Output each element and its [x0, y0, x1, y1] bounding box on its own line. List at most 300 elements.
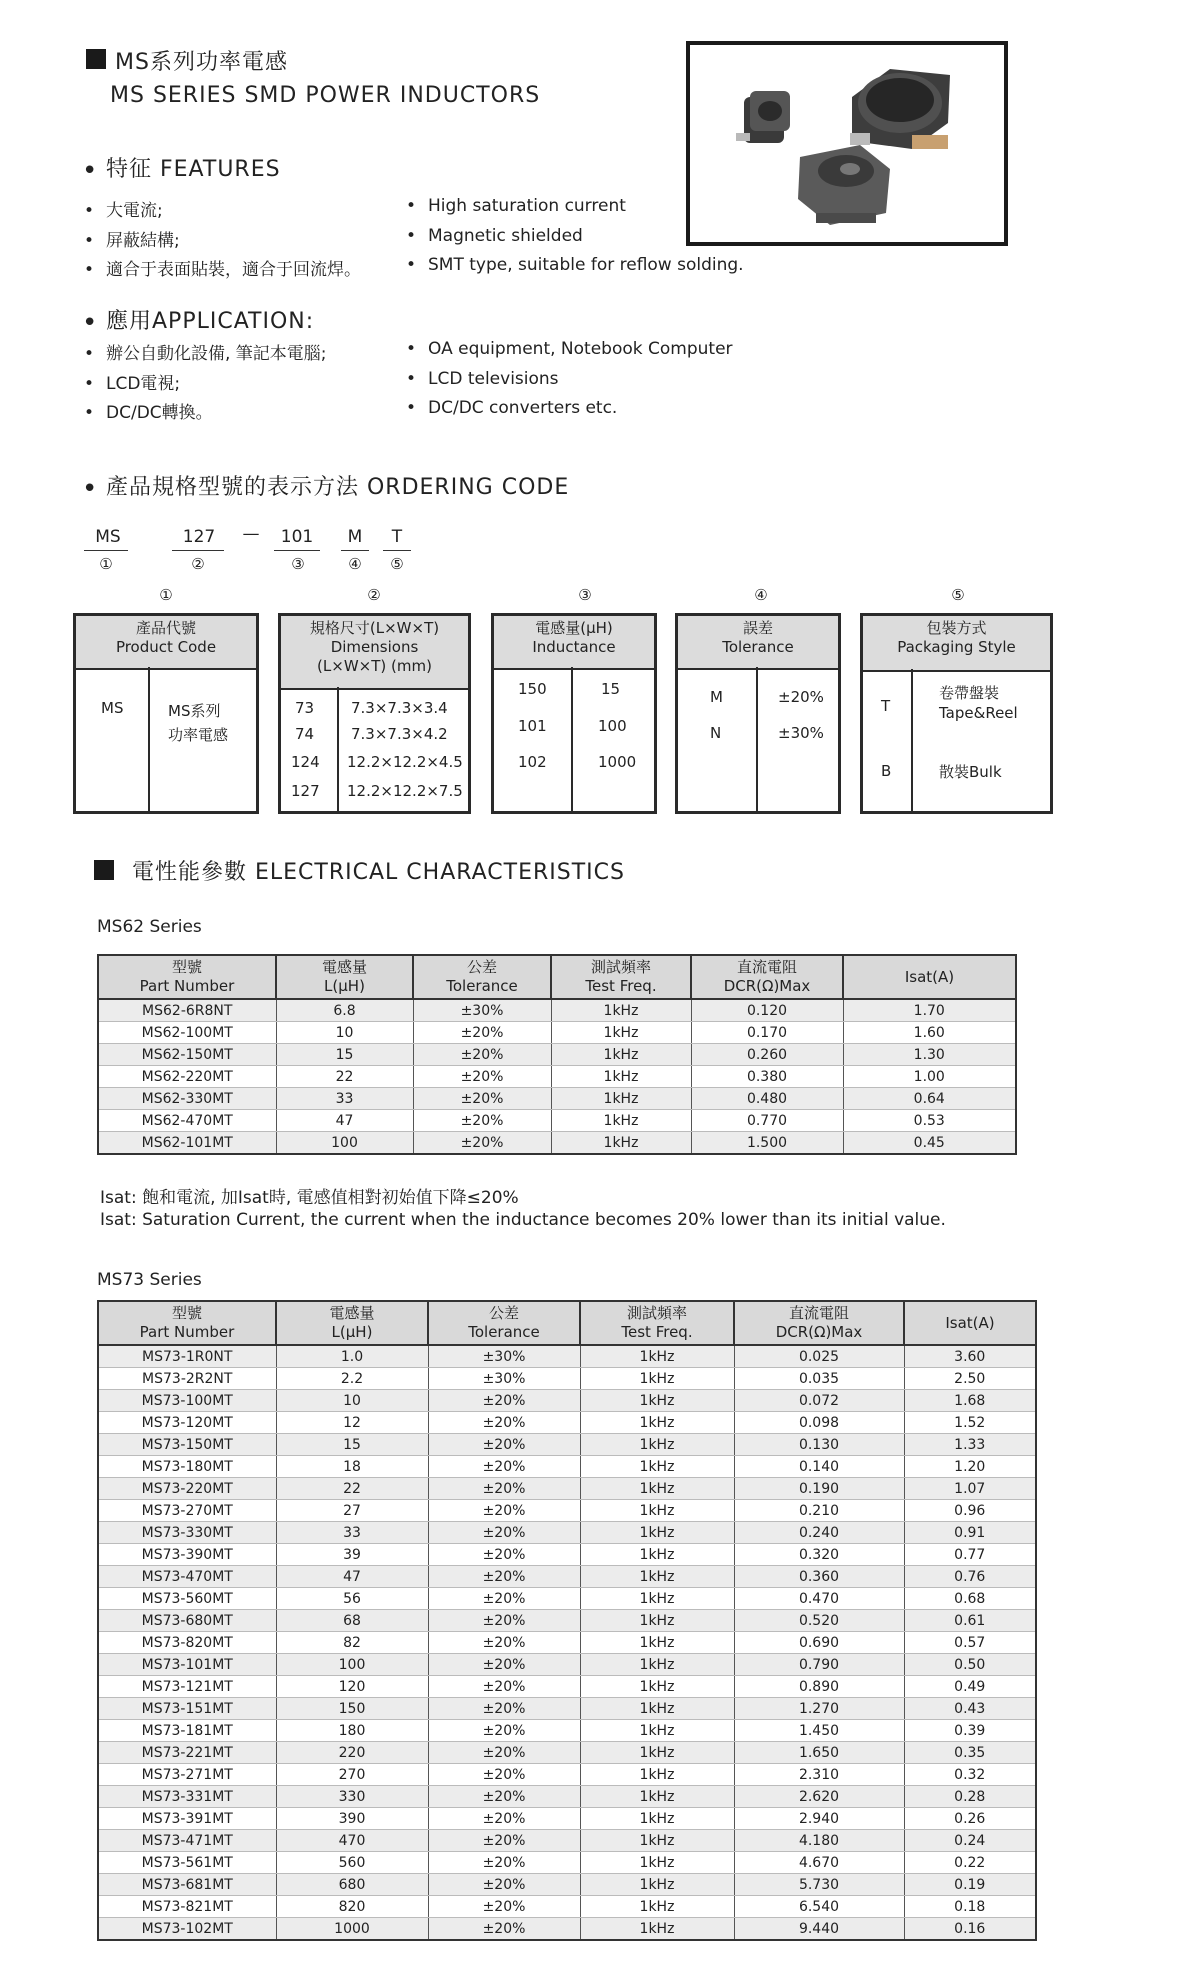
- cell-part-number: MS62-100MT: [98, 1022, 276, 1044]
- application-en-3: • DC/DC converters etc.: [406, 398, 618, 418]
- cell-isat: 1.00: [843, 1066, 1016, 1088]
- cell-isat: 0.64: [843, 1088, 1016, 1110]
- table-row: [98, 1066, 1016, 1088]
- cell-isat: 1.30: [843, 1044, 1016, 1066]
- cell-dcr: 0.210: [734, 1500, 904, 1522]
- ms73-series-label: MS73 Series: [97, 1270, 202, 1290]
- cell-inductance: 22: [276, 1478, 428, 1500]
- cell-part-number: MS62-470MT: [98, 1110, 276, 1132]
- cell-inductance: 39: [276, 1544, 428, 1566]
- application-cn-2: • LCD電視;: [84, 374, 181, 394]
- dimensions-header: 規格尺寸(L×W×T) Dimensions (L×W×T) (mm): [281, 616, 468, 690]
- cell-dcr: 5.730: [734, 1874, 904, 1896]
- cell-tolerance: ±20%: [413, 1088, 551, 1110]
- cell-part-number: MS62-101MT: [98, 1132, 276, 1155]
- table-row: [98, 1522, 1036, 1544]
- cell-test-freq: 1kHz: [580, 1654, 734, 1676]
- application-title: [82, 304, 315, 338]
- cell-test-freq: 1kHz: [580, 1676, 734, 1698]
- cell-isat: 3.60: [904, 1345, 1036, 1368]
- cell-dcr: 0.140: [734, 1456, 904, 1478]
- code-underline: [84, 550, 128, 551]
- cell-dcr: 0.790: [734, 1654, 904, 1676]
- cell-part-number: MS73-330MT: [98, 1522, 276, 1544]
- cell-dcr: 0.098: [734, 1412, 904, 1434]
- dim-value: 7.3×7.3×3.4: [351, 699, 448, 717]
- product-photo: [686, 41, 1008, 246]
- cell-dcr: 1.500: [691, 1132, 843, 1155]
- col-test-freq: 測試頻率 Test Freq.: [580, 1301, 734, 1345]
- table-row: [98, 1786, 1036, 1808]
- cell-tolerance: ±20%: [428, 1720, 580, 1742]
- feature-cn-2: • 屏蔽結構;: [84, 231, 180, 251]
- box-num-2: ②: [367, 586, 381, 604]
- cell-tolerance: ±20%: [428, 1676, 580, 1698]
- cell-dcr: 0.025: [734, 1345, 904, 1368]
- dim-value: 12.2×12.2×7.5: [347, 782, 463, 800]
- cell-part-number: MS73-1R0NT: [98, 1345, 276, 1368]
- application-title-text: 應用APPLICATION:: [106, 309, 315, 334]
- cell-test-freq: 1kHz: [551, 1110, 691, 1132]
- cell-inductance: 220: [276, 1742, 428, 1764]
- code-num-2: ②: [191, 555, 205, 573]
- small-inductor: [736, 91, 790, 143]
- inductance-box: [491, 613, 657, 814]
- product-code-desc-2: 功率電感: [168, 726, 229, 744]
- cell-isat: 0.61: [904, 1610, 1036, 1632]
- cell-tolerance: ±20%: [428, 1808, 580, 1830]
- box-num-1: ①: [159, 586, 173, 604]
- cell-part-number: MS73-391MT: [98, 1808, 276, 1830]
- table-row: [98, 1676, 1036, 1698]
- cell-test-freq: 1kHz: [580, 1345, 734, 1368]
- cell-isat: 0.28: [904, 1786, 1036, 1808]
- cell-test-freq: 1kHz: [580, 1368, 734, 1390]
- cell-dcr: 1.450: [734, 1720, 904, 1742]
- ordering-title: [82, 470, 570, 504]
- table-row: [98, 1390, 1036, 1412]
- col-tolerance: 公差 Tolerance: [428, 1301, 580, 1345]
- cell-part-number: MS73-180MT: [98, 1456, 276, 1478]
- cell-dcr: 0.520: [734, 1610, 904, 1632]
- col-part-number: 型號 Part Number: [98, 1301, 276, 1345]
- cell-test-freq: 1kHz: [580, 1500, 734, 1522]
- cell-tolerance: ±30%: [428, 1368, 580, 1390]
- cell-isat: 1.07: [904, 1478, 1036, 1500]
- feature-cn-1: • 大電流;: [84, 201, 163, 221]
- cell-inductance: 15: [276, 1044, 413, 1066]
- cell-part-number: MS62-220MT: [98, 1066, 276, 1088]
- cell-inductance: 27: [276, 1500, 428, 1522]
- cell-isat: 0.32: [904, 1764, 1036, 1786]
- cell-isat: 0.96: [904, 1500, 1036, 1522]
- ind-code: 101: [518, 717, 547, 735]
- application-cn-1: • 辦公自動化設備, 筆記本電腦;: [84, 344, 327, 364]
- cell-test-freq: 1kHz: [551, 1022, 691, 1044]
- cell-part-number: MS73-471MT: [98, 1830, 276, 1852]
- ordering-title-text: 產品規格型號的表示方法 ORDERING CODE: [106, 475, 570, 500]
- cell-dcr: 0.470: [734, 1588, 904, 1610]
- cell-inductance: 82: [276, 1632, 428, 1654]
- application-en-2: • LCD televisions: [406, 369, 559, 389]
- cell-test-freq: 1kHz: [580, 1632, 734, 1654]
- features-title-text: 特征 FEATURES: [106, 157, 281, 182]
- ind-value: 1000: [598, 753, 637, 771]
- cell-dcr: 0.190: [734, 1478, 904, 1500]
- cell-inductance: 560: [276, 1852, 428, 1874]
- cell-isat: 0.49: [904, 1676, 1036, 1698]
- cell-dcr: 4.670: [734, 1852, 904, 1874]
- code-tolerance: M: [347, 527, 363, 547]
- cell-tolerance: ±20%: [428, 1566, 580, 1588]
- cell-inductance: 270: [276, 1764, 428, 1786]
- cell-part-number: MS73-2R2NT: [98, 1368, 276, 1390]
- cell-test-freq: 1kHz: [580, 1456, 734, 1478]
- cell-isat: 0.53: [843, 1110, 1016, 1132]
- cell-tolerance: ±20%: [428, 1918, 580, 1941]
- col-tolerance: 公差 Tolerance: [413, 955, 551, 999]
- cell-inductance: 68: [276, 1610, 428, 1632]
- ms62-table: [97, 954, 1017, 1155]
- dim-code: 124: [291, 753, 320, 771]
- cell-inductance: 47: [276, 1110, 413, 1132]
- cell-test-freq: 1kHz: [580, 1852, 734, 1874]
- features-title: [82, 152, 281, 186]
- cell-tolerance: ±20%: [413, 1110, 551, 1132]
- cell-tolerance: ±20%: [428, 1654, 580, 1676]
- cell-part-number: MS62-150MT: [98, 1044, 276, 1066]
- cell-test-freq: 1kHz: [580, 1478, 734, 1500]
- cell-tolerance: ±20%: [428, 1852, 580, 1874]
- cell-test-freq: 1kHz: [551, 1088, 691, 1110]
- cell-tolerance: ±20%: [428, 1500, 580, 1522]
- col-dcr: 直流電阻 DCR(Ω)Max: [734, 1301, 904, 1345]
- cell-test-freq: 1kHz: [580, 1918, 734, 1941]
- cell-part-number: MS62-330MT: [98, 1088, 276, 1110]
- cell-isat: 0.77: [904, 1544, 1036, 1566]
- cell-inductance: 18: [276, 1456, 428, 1478]
- cell-inductance: 100: [276, 1654, 428, 1676]
- box-num-3: ③: [578, 586, 592, 604]
- ms73-table: [97, 1300, 1037, 1941]
- bottom-inductor: [798, 145, 890, 225]
- dimensions-box: [278, 613, 471, 814]
- cell-inductance: 10: [276, 1390, 428, 1412]
- tolerance-box: [675, 613, 841, 814]
- section-marker-icon: [86, 49, 106, 69]
- cell-isat: 1.68: [904, 1390, 1036, 1412]
- table-row: [98, 1808, 1036, 1830]
- cell-dcr: 0.170: [691, 1022, 843, 1044]
- pack-bulk: 散裝Bulk: [939, 763, 1002, 781]
- feature-cn-3: • 適合于表面貼裝，適合于回流焊。: [84, 260, 361, 280]
- cell-dcr: 0.260: [691, 1044, 843, 1066]
- cell-dcr: 1.650: [734, 1742, 904, 1764]
- electrical-title: 電性能參數 ELECTRICAL CHARACTERISTICS: [132, 860, 625, 885]
- ms62-series-label: MS62 Series: [97, 917, 202, 937]
- code-series: MS: [95, 527, 121, 547]
- cell-part-number: MS73-221MT: [98, 1742, 276, 1764]
- large-inductor: [850, 69, 950, 149]
- cell-isat: 0.18: [904, 1896, 1036, 1918]
- product-code-value: MS: [101, 699, 124, 717]
- dim-code: 74: [295, 725, 315, 743]
- table-row: [98, 1110, 1016, 1132]
- cell-test-freq: 1kHz: [580, 1742, 734, 1764]
- product-code-box: [73, 613, 259, 814]
- table-header-row: [98, 1301, 1036, 1345]
- table-row: [98, 1566, 1036, 1588]
- table-row: [98, 1632, 1036, 1654]
- tol-code: M: [710, 688, 723, 706]
- box-num-4: ④: [754, 586, 768, 604]
- cell-dcr: 0.072: [734, 1390, 904, 1412]
- cell-tolerance: ±20%: [413, 1132, 551, 1155]
- table-row: [98, 1918, 1036, 1941]
- code-size: 127: [182, 527, 216, 547]
- cell-test-freq: 1kHz: [580, 1434, 734, 1456]
- application-en-1: • OA equipment, Notebook Computer: [406, 339, 733, 359]
- cell-inductance: 2.2: [276, 1368, 428, 1390]
- cell-tolerance: ±20%: [428, 1478, 580, 1500]
- cell-inductance: 1000: [276, 1918, 428, 1941]
- table-row: [98, 1830, 1036, 1852]
- code-num-1: ①: [99, 555, 113, 573]
- table-row: [98, 1368, 1036, 1390]
- cell-inductance: 12: [276, 1412, 428, 1434]
- cell-inductance: 150: [276, 1698, 428, 1720]
- table-row: [98, 1610, 1036, 1632]
- feature-en-1: • High saturation current: [406, 196, 626, 216]
- pack-tape-en: Tape&Reel: [939, 704, 1018, 722]
- cell-test-freq: 1kHz: [580, 1896, 734, 1918]
- cell-dcr: 0.320: [734, 1544, 904, 1566]
- isat-note-en: Isat: Saturation Current, the current when the inductance becomes 20% lower than its initial value.: [100, 1210, 946, 1230]
- col-inductance: 電感量 L(μH): [276, 1301, 428, 1345]
- cell-tolerance: ±20%: [413, 1044, 551, 1066]
- bullet-icon: •: [82, 474, 99, 504]
- cell-test-freq: 1kHz: [580, 1390, 734, 1412]
- cell-test-freq: 1kHz: [580, 1588, 734, 1610]
- dim-code: 127: [291, 782, 320, 800]
- tolerance-header: 誤差 Tolerance: [678, 616, 838, 670]
- cell-test-freq: 1kHz: [551, 1044, 691, 1066]
- cell-isat: 0.57: [904, 1632, 1036, 1654]
- cell-inductance: 22: [276, 1066, 413, 1088]
- code-underline: [274, 550, 320, 551]
- cell-part-number: MS73-680MT: [98, 1610, 276, 1632]
- code-underline: [341, 550, 369, 551]
- table-row: [98, 1852, 1036, 1874]
- cell-tolerance: ±20%: [428, 1522, 580, 1544]
- product-code-header: 產品代號 Product Code: [76, 616, 256, 670]
- pack-code-b: B: [881, 762, 892, 780]
- cell-part-number: MS73-120MT: [98, 1412, 276, 1434]
- page-title-cn: MS系列功率電感: [115, 50, 288, 75]
- feature-en-2: • Magnetic shielded: [406, 226, 583, 246]
- table-row: [98, 1478, 1036, 1500]
- table-row: [98, 1698, 1036, 1720]
- table-header-row: [98, 955, 1016, 999]
- cell-test-freq: 1kHz: [580, 1610, 734, 1632]
- cell-part-number: MS73-150MT: [98, 1434, 276, 1456]
- table-row: [98, 1588, 1036, 1610]
- cell-part-number: MS73-681MT: [98, 1874, 276, 1896]
- cell-tolerance: ±20%: [428, 1412, 580, 1434]
- table-row: [98, 1720, 1036, 1742]
- cell-inductance: 820: [276, 1896, 428, 1918]
- cell-isat: 0.91: [904, 1522, 1036, 1544]
- cell-inductance: 1.0: [276, 1345, 428, 1368]
- cell-inductance: 47: [276, 1566, 428, 1588]
- product-code-desc-1: MS系列: [168, 702, 221, 720]
- cell-test-freq: 1kHz: [580, 1522, 734, 1544]
- cell-isat: 0.45: [843, 1132, 1016, 1155]
- cell-isat: 1.52: [904, 1412, 1036, 1434]
- cell-inductance: 390: [276, 1808, 428, 1830]
- cell-isat: 0.19: [904, 1874, 1036, 1896]
- cell-dcr: 0.240: [734, 1522, 904, 1544]
- cell-inductance: 100: [276, 1132, 413, 1155]
- cell-tolerance: ±20%: [428, 1588, 580, 1610]
- cell-part-number: MS73-821MT: [98, 1896, 276, 1918]
- cell-part-number: MS73-331MT: [98, 1786, 276, 1808]
- section-marker-icon: [94, 860, 114, 880]
- tol-value: ±30%: [778, 724, 824, 742]
- cell-test-freq: 1kHz: [580, 1412, 734, 1434]
- table-row: [98, 1456, 1036, 1478]
- cell-test-freq: 1kHz: [580, 1786, 734, 1808]
- cell-isat: 0.24: [904, 1830, 1036, 1852]
- bullet-icon: •: [82, 308, 99, 338]
- cell-tolerance: ±20%: [428, 1786, 580, 1808]
- col-part-number: 型號 Part Number: [98, 955, 276, 999]
- ind-code: 150: [518, 680, 547, 698]
- table-row: [98, 1654, 1036, 1676]
- cell-inductance: 15: [276, 1434, 428, 1456]
- packaging-box: [860, 613, 1053, 814]
- cell-part-number: MS73-121MT: [98, 1676, 276, 1698]
- tol-value: ±20%: [778, 688, 824, 706]
- cell-tolerance: ±20%: [428, 1390, 580, 1412]
- col-isat: Isat(A): [843, 955, 1016, 999]
- code-num-3: ③: [291, 555, 305, 573]
- code-num-5: ⑤: [390, 555, 404, 573]
- cell-part-number: MS73-101MT: [98, 1654, 276, 1676]
- feature-en-3: • SMT type, suitable for reflow solding.: [406, 255, 744, 275]
- cell-test-freq: 1kHz: [580, 1830, 734, 1852]
- cell-isat: 0.39: [904, 1720, 1036, 1742]
- cell-test-freq: 1kHz: [580, 1764, 734, 1786]
- cell-test-freq: 1kHz: [551, 1066, 691, 1088]
- cell-test-freq: 1kHz: [551, 999, 691, 1022]
- ind-value: 100: [598, 717, 627, 735]
- cell-isat: 2.50: [904, 1368, 1036, 1390]
- cell-part-number: MS73-560MT: [98, 1588, 276, 1610]
- ind-code: 102: [518, 753, 547, 771]
- pack-tape-cn: 卷帶盤裝: [939, 684, 1000, 702]
- table-row: [98, 1434, 1036, 1456]
- cell-dcr: 0.035: [734, 1368, 904, 1390]
- cell-dcr: 0.130: [734, 1434, 904, 1456]
- cell-part-number: MS73-151MT: [98, 1698, 276, 1720]
- cell-part-number: MS73-820MT: [98, 1632, 276, 1654]
- cell-isat: 1.20: [904, 1456, 1036, 1478]
- cell-isat: 0.35: [904, 1742, 1036, 1764]
- cell-dcr: 0.890: [734, 1676, 904, 1698]
- cell-part-number: MS73-470MT: [98, 1566, 276, 1588]
- table-row: [98, 1764, 1036, 1786]
- cell-inductance: 6.8: [276, 999, 413, 1022]
- inductance-header: 電感量(μH) Inductance: [494, 616, 654, 670]
- code-underline: [172, 550, 224, 551]
- table-row: [98, 1500, 1036, 1522]
- cell-inductance: 33: [276, 1088, 413, 1110]
- table-row: [98, 1874, 1036, 1896]
- cell-tolerance: ±20%: [428, 1874, 580, 1896]
- dim-value: 12.2×12.2×4.5: [347, 753, 463, 771]
- table-row: [98, 1088, 1016, 1110]
- cell-dcr: 0.690: [734, 1632, 904, 1654]
- isat-note-cn: Isat: 飽和電流, 加Isat時, 電感值相對初始值下降≤20%: [100, 1188, 519, 1208]
- cell-test-freq: 1kHz: [580, 1698, 734, 1720]
- table-row: [98, 1132, 1016, 1155]
- cell-dcr: 4.180: [734, 1830, 904, 1852]
- cell-tolerance: ±30%: [413, 999, 551, 1022]
- col-isat: Isat(A): [904, 1301, 1036, 1345]
- cell-tolerance: ±20%: [428, 1632, 580, 1654]
- table-row: [98, 1742, 1036, 1764]
- cell-test-freq: 1kHz: [580, 1566, 734, 1588]
- cell-tolerance: ±30%: [428, 1345, 580, 1368]
- col-test-freq: 測試頻率 Test Freq.: [551, 955, 691, 999]
- cell-test-freq: 1kHz: [551, 1132, 691, 1155]
- cell-dcr: 0.480: [691, 1088, 843, 1110]
- cell-dcr: 1.270: [734, 1698, 904, 1720]
- cell-isat: 0.68: [904, 1588, 1036, 1610]
- code-inductance: 101: [280, 527, 314, 547]
- cell-tolerance: ±20%: [428, 1544, 580, 1566]
- cell-isat: 0.22: [904, 1852, 1036, 1874]
- cell-test-freq: 1kHz: [580, 1874, 734, 1896]
- col-inductance: 電感量 L(μH): [276, 955, 413, 999]
- cell-dcr: 0.380: [691, 1066, 843, 1088]
- bullet-icon: •: [82, 156, 99, 186]
- cell-inductance: 33: [276, 1522, 428, 1544]
- cell-part-number: MS73-390MT: [98, 1544, 276, 1566]
- cell-tolerance: ±20%: [428, 1698, 580, 1720]
- dim-code: 73: [295, 699, 315, 717]
- cell-isat: 0.26: [904, 1808, 1036, 1830]
- cell-isat: 0.76: [904, 1566, 1036, 1588]
- cell-dcr: 2.620: [734, 1786, 904, 1808]
- ind-value: 15: [601, 680, 621, 698]
- cell-dcr: 0.360: [734, 1566, 904, 1588]
- cell-isat: 0.43: [904, 1698, 1036, 1720]
- col-dcr: 直流電阻 DCR(Ω)Max: [691, 955, 843, 999]
- packaging-header: 包裝方式 Packaging Style: [863, 616, 1050, 672]
- cell-isat: 1.60: [843, 1022, 1016, 1044]
- cell-tolerance: ±20%: [428, 1896, 580, 1918]
- page-title-en: MS SERIES SMD POWER INDUCTORS: [110, 83, 541, 108]
- cell-tolerance: ±20%: [428, 1742, 580, 1764]
- cell-test-freq: 1kHz: [580, 1544, 734, 1566]
- inductor-image: [690, 45, 1004, 242]
- cell-part-number: MS73-102MT: [98, 1918, 276, 1941]
- cell-part-number: MS73-561MT: [98, 1852, 276, 1874]
- cell-isat: 0.50: [904, 1654, 1036, 1676]
- cell-tolerance: ±20%: [428, 1434, 580, 1456]
